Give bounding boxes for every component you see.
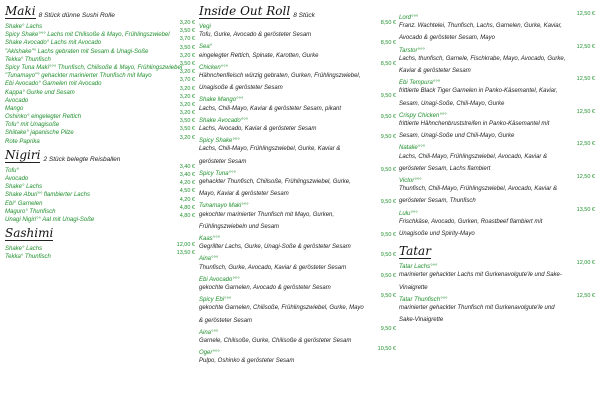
menu-item-name: Oshinko° eingelegter Rettich [5,114,82,121]
menu-item-name: Aina°°° [199,256,219,263]
menu-item-name: Lord°°° [399,15,419,21]
menu-item-name: Shiitake° japanische Pilze [5,130,74,137]
menu-item-title-row [399,173,595,184]
menu-item [5,76,195,88]
menu-item-name: Avocado [5,176,29,182]
menu-item-desc: frittierte Black Tiger Garnelen in Panko-Käsemantel, Kaviar, Sesam, Unagi-Soße, Chili-Mayo, Gurke [399,88,558,107]
menu-item-name: Avocado [5,97,29,104]
section-header-inside-out [199,4,396,19]
menu-item-desc-row [199,260,396,272]
section-header-sashimi [5,226,195,241]
menu-item [199,60,396,93]
section-title-inside-out: Inside Out Roll [199,4,291,18]
menu-item-desc: Lachs, Chili-Mayo, Frühlingszwiebel, Avocado, Kaviar & gerösteter Sesam, Lachs flambiert [399,153,548,172]
section-title-maki: Maki [5,4,36,18]
menu-item-desc: gekochter marinierter Thunfisch mit Mayo, Gurken, Frühlingszwiebeln und Sesam [199,211,335,230]
menu-item [5,249,195,261]
menu-item-desc-row [399,51,595,75]
menu-item-price: 8,50 € [380,40,396,47]
menu-item-name: Shake° Lachs [5,24,43,30]
menu-item-desc: Garnele, Chilisoße, Gurke, Chilisoße & gerösteter Sesam [199,337,352,344]
menu-item-desc-row [399,83,595,107]
section-note-maki: 8 Stück dünne Sushi Rolle [38,12,115,19]
menu-item-price: 12,50 € [576,141,595,148]
menu-item [5,125,195,137]
menu-item-price: 4,50 € [179,188,195,195]
menu-item-title-row [399,10,595,21]
menu-item-price: 3,70 € [179,36,195,43]
menu-item-price: 9,50 € [380,134,396,141]
menu-item [5,134,195,145]
menu-item-name: Lulu°°° [399,210,418,217]
menu-item-price: 3,50 € [179,60,195,67]
menu-item [399,292,595,325]
menu-item [5,196,195,207]
menu-item-price: 12,50 € [576,11,595,17]
menu-item-title-row [199,39,396,51]
menu-item-price: 10,50 € [377,346,396,353]
menu-item-desc-row [199,141,396,165]
menu-item-desc: Thunfisch, Chili-Mayo, Frühlingszwiebel, Avocado, Kaviar & gerösteter Sesam, Thunfisch [399,186,558,205]
section-title-sashimi: Sashimi [5,226,54,241]
menu-item-price: 9,50 € [380,166,396,173]
section-header-nigiri [5,148,195,163]
menu-item-name: Shake° Lachs [5,246,43,253]
menu-item-name: Tekka° Thunfisch [5,56,51,63]
menu-item-name: Oger°°° [199,350,220,357]
menu-item-desc-row [199,300,396,324]
section-note-nigiri: 2 Stück belegte Reisballen [43,155,121,163]
menu-item-desc: Lachs, Chili-Mayo, Kaviar & gerösteter Sesam, pikant [199,105,342,112]
menu-item-desc: gekochte Garnelen, Chilisoße, Frühlingszwiebel, Gurke, Mayo & gerösteter Sesam [199,305,364,324]
menu-item-desc: Lachs, Avocado, Kaviar & gerösteter Sesam [199,125,317,132]
menu-item-name: Ebi Avocado°°° [199,276,240,283]
menu-item [199,345,396,365]
menu-item-price: 3,50 € [179,28,195,35]
menu-item-name: Kappa° Gurke und Sesam [5,89,75,96]
menu-item-name: Ebi° Garnelen [5,200,43,207]
menu-item-name: Vegi [199,24,211,30]
menu-item-name: Ebi Avocado° Garnelen mit Avocado [5,81,102,88]
menu-item-price: 3,50 € [179,44,195,51]
menu-item-desc-row [399,149,595,173]
menu-item [399,10,595,43]
menu-item-desc: Tofu, Gurke, Avocado & gerösteter Sesam [199,32,312,39]
menu-item-name: Mango [5,105,24,112]
inside-out-list [199,19,396,365]
menu-item-name: Unagi Nigiri°° Aal mit Unagi-Soße [5,216,95,223]
menu-item [199,292,396,325]
menu-item-desc-row [199,333,396,345]
menu-item [199,325,396,345]
menu-item-desc: eingelegter Rettich, Spinate, Karotten, Gurke [199,52,319,59]
menu-item-price: 9,50 € [380,93,396,100]
menu-item-desc-row [399,181,595,205]
menu-item [5,109,195,121]
menu-item-price: 4,80 € [179,204,195,211]
menu-item-name: Kaas°°° [199,235,220,242]
menu-item-desc: marinierter gehackter Lachs mit Gurkenavolgute'le und Sake-Vinaigrette [399,272,562,291]
menu-item [5,52,195,63]
menu-item [5,117,195,129]
menu-item-title-row [399,206,595,217]
section-title-tatar: Tatar [399,244,431,259]
menu-item-price: 8,50 € [380,20,396,26]
menu-item [5,212,195,223]
menu-item-name: Aina°°° [199,329,219,336]
menu-item-desc-row [199,280,396,292]
menu-item [399,108,595,141]
menu-item-price: 3,20 € [179,101,195,108]
menu-item-desc-row [199,121,396,133]
menu-item-name: Ebi Tempura°°° [399,80,440,87]
menu-item [5,68,195,80]
menu-item [199,92,396,112]
menu-item-title-row [199,345,396,357]
menu-item-price: 3,20 € [179,20,195,26]
menu-item-desc-row [199,68,396,92]
menu-item [199,39,396,59]
menu-item-name: Shake Avocado° Lachs mit Avocado [5,40,102,47]
menu-item [199,133,396,166]
menu-item-price: 3,40 € [179,163,195,170]
menu-item-desc: gehackter Thunfisch, Chilisoße, Frühlingszwiebel, Gurke, Mayo, Kaviar & gerösteter Sesam [199,178,351,198]
menu-item [5,44,195,55]
menu-item-desc: frittierte Hähnchenbruststreifen in Panko-Käsemantel mit Sesam, Unagi-Soße und Chili-Mayo, Gurke [399,120,550,140]
menu-item-title-row [399,140,595,152]
menu-item-desc-row [399,116,595,140]
menu-item-price: 13,50 € [576,206,595,213]
menu-item-price: 3,20 € [179,85,195,92]
menu-item-name: Victor°°° [399,177,422,184]
menu-item-desc: Lachs, thunfisch, Garnele, Fischkrabe, Mayo, Avocado, Gurke, Kaviar & gerösteter Sesam [399,55,566,74]
menu-item-name: "Tunamayo"° gehackter marinierter Thunfisch mit Mayo [5,73,152,80]
menu-item-price: 9,50 € [380,293,396,300]
menu-item [199,113,396,133]
menu-item-title-row [399,108,595,119]
menu-item-price: 3,20 € [179,134,195,141]
menu-item-price: 3,40 € [179,172,195,178]
menu-item [199,251,396,271]
menu-item [5,163,195,174]
menu-item-name: Maguro° Thunfisch [5,208,56,215]
menu-item-price: 12,50 € [576,43,595,50]
tatar-list [399,259,595,324]
menu-item-desc-row [399,267,595,291]
menu-item-name: Chicken°°° [199,64,228,71]
menu-item-desc: marinierter gehackter Thunfisch mit Gurkenavolgute'le und Sake-Vinaigrette [399,304,555,324]
menu-item [5,101,195,112]
menu-item-desc-row [199,174,396,198]
menu-item-title-row [199,60,396,71]
menu-item-desc-row [199,353,396,365]
menu-item-desc-row [199,207,396,231]
menu-item-desc: Gegrillter Lachs, Gurke, Unagi-Soße & gerösteter Sesam [199,244,351,251]
menu-item-title-row [199,166,396,177]
menu-item-name: Spicy Shake°°° Lachs mit Chilisoße & Mayo, Frühlingszwiebel [5,32,170,39]
menu-item-title-row [199,92,396,104]
menu-item-price: 3,20 € [179,93,195,100]
menu-item-name: Shake Avocado°°° [199,117,248,124]
menu-item [5,93,195,104]
menu-item [199,166,396,199]
menu-item-price: 4,20 € [179,196,195,203]
menu-item-price: 3,20 € [179,52,195,59]
menu-item-desc-row [199,101,396,113]
menu-item [199,231,396,251]
menu-item-title-row [399,259,595,271]
menu-item-price: 3,50 € [179,118,195,125]
menu-item [5,241,195,253]
menu-item-price: 9,50 € [380,231,396,238]
menu-item-desc: Thunfisch, Gurke, Avocado, Kaviar & gerösteter Sesam [199,264,347,271]
nigiri-list [5,163,195,223]
maki-list [5,19,195,145]
menu-item-name: Sea° [199,44,213,51]
menu-item [5,60,195,71]
menu-item-price: 3,20 € [179,69,195,76]
menu-item-title-row [199,133,396,145]
menu-column-3 [399,4,595,324]
menu-item [5,35,195,47]
menu-item-name: Tatar Lachs°°° [399,264,438,271]
menu-column-1 [5,4,195,261]
menu-item [199,19,396,39]
menu-item-price: 9,50 € [380,325,396,332]
menu-item-name: Spicy Ebi°°° [199,297,232,304]
menu-item [399,173,595,206]
menu-item-name: Crispy Chicken°°° [399,112,447,119]
menu-item-price: 3,20 € [179,110,195,117]
menu-item-desc: Franz. Wachtelei, Thunfisch, Lachs, Garnelen, Gurke, Kaviar, Avocado & gerösteter Sesam, Mayo [399,23,562,42]
menu-item-title-row [399,75,595,87]
menu-item-title-row [199,272,396,283]
menu-item-price: 12,50 € [576,173,595,180]
menu-item-title-row [199,113,396,124]
menu-item-price: 4,80 € [179,212,195,219]
menu-item-title-row [199,325,396,336]
menu-item [5,27,195,39]
menu-item [399,75,595,108]
menu-column-2 [199,4,396,365]
menu-item-price: 12,50 € [576,292,595,299]
menu-item [399,140,595,173]
menu-item-desc-row [199,239,396,251]
menu-item-name: Spicy Tuna°°° [199,170,236,177]
menu-item-name: Tofu° mit Unagisoße [5,122,60,129]
menu-item-name: Tekka° Thunfisch [5,254,51,261]
menu-item [5,187,195,199]
menu-item-price: 9,50 € [380,272,396,279]
menu-item-name: Shake° Lachs [5,184,43,191]
menu-item [5,179,195,191]
menu-item-title-row [199,19,396,30]
section-note-inside-out: 8 Stück [293,12,315,19]
menu-item-desc-row [399,18,595,42]
menu-item-desc-row [199,27,396,39]
menu-item-title-row [399,292,595,303]
menu-item-price: 12,00 € [576,260,595,267]
menu-item-price: 8,50 € [380,60,396,67]
menu-item-name: Shake Mango°°° [199,97,244,104]
menu-item-title-row [399,43,595,54]
menu-item [199,198,396,231]
menu-item-price: 4,20 € [179,180,195,187]
menu-item-desc-row [199,48,396,60]
menu-item-price: 12,50 € [576,108,595,115]
menu-item-name: Spicy Shake°°° [199,138,240,145]
menu-item-desc-row [399,214,595,238]
menu-item-price: 3,70 € [179,77,195,84]
menu-item-title-row [199,198,396,210]
special-rolls-list [399,10,595,238]
menu-item-desc: Pulpo, Oshinko & gerösteter Sesam [199,358,295,365]
menu-item-price: 9,50 € [380,199,396,206]
menu-item [5,171,195,182]
menu-item-desc: Hähnchenfleisch würzig gebraten, Gurken, Frühlingszwiebel, Unagisoße & gerösteter Sesam [199,72,361,92]
section-header-maki [5,4,195,19]
menu-item-desc: Frischkäse, Avocado, Gurken, Roastbeef flambiert mit Unagisoße und Spirity-Mayo [399,218,543,237]
menu-item-name: Tatar Thunfisch°°° [399,296,448,303]
menu-item [5,85,195,96]
menu-item-price: 3,50 € [179,126,195,133]
menu-item-desc-row [399,300,595,324]
menu-item-desc: gekochte Garnelen, Avocado & gerösteter Sesam [199,284,331,291]
menu-item-name: Spicy Tuna Maki°°° Thunfisch, Chilisoße & Mayo, Frühlingszwiebel [5,64,183,71]
menu-item-name: Shake Aburi°° flambierter Lachs [5,192,90,199]
menu-item [5,204,195,215]
menu-item [399,43,595,76]
menu-item-price: 12,00 € [176,242,195,249]
menu-item [199,272,396,292]
section-header-tatar [399,244,595,259]
menu-item-price: 9,50 € [380,113,396,120]
menu-item-name: Tofu° [5,167,19,174]
menu-item-title-row [199,251,396,263]
section-title-nigiri: Nigiri [5,147,41,162]
menu-item-name: Rote Paprika [5,138,40,145]
menu-item-name: Tarstor°°° [399,47,425,54]
menu-item [399,206,595,239]
sashimi-list [5,241,195,261]
menu-item [5,19,195,30]
menu-item-price: 9,50 € [380,252,396,259]
menu-item-name: Natalie°°° [399,145,425,152]
menu-item-title-row [199,231,396,242]
menu-item-name: "Aklshake"° Lachs gebraten mit Sesam & Unagi-Soße [5,48,149,55]
menu-item [399,259,595,292]
menu-item-price: 13,50 € [176,250,195,257]
menu-item-name: Tunamayo Maki°°° [199,203,249,210]
menu-item-desc: Lachs, Chili-Mayo, Frühlingszwiebel, Gurke, Kaviar & gerösteter Sesam [199,146,341,165]
menu-item-title-row [199,292,396,304]
menu-item-price: 12,50 € [576,76,595,83]
